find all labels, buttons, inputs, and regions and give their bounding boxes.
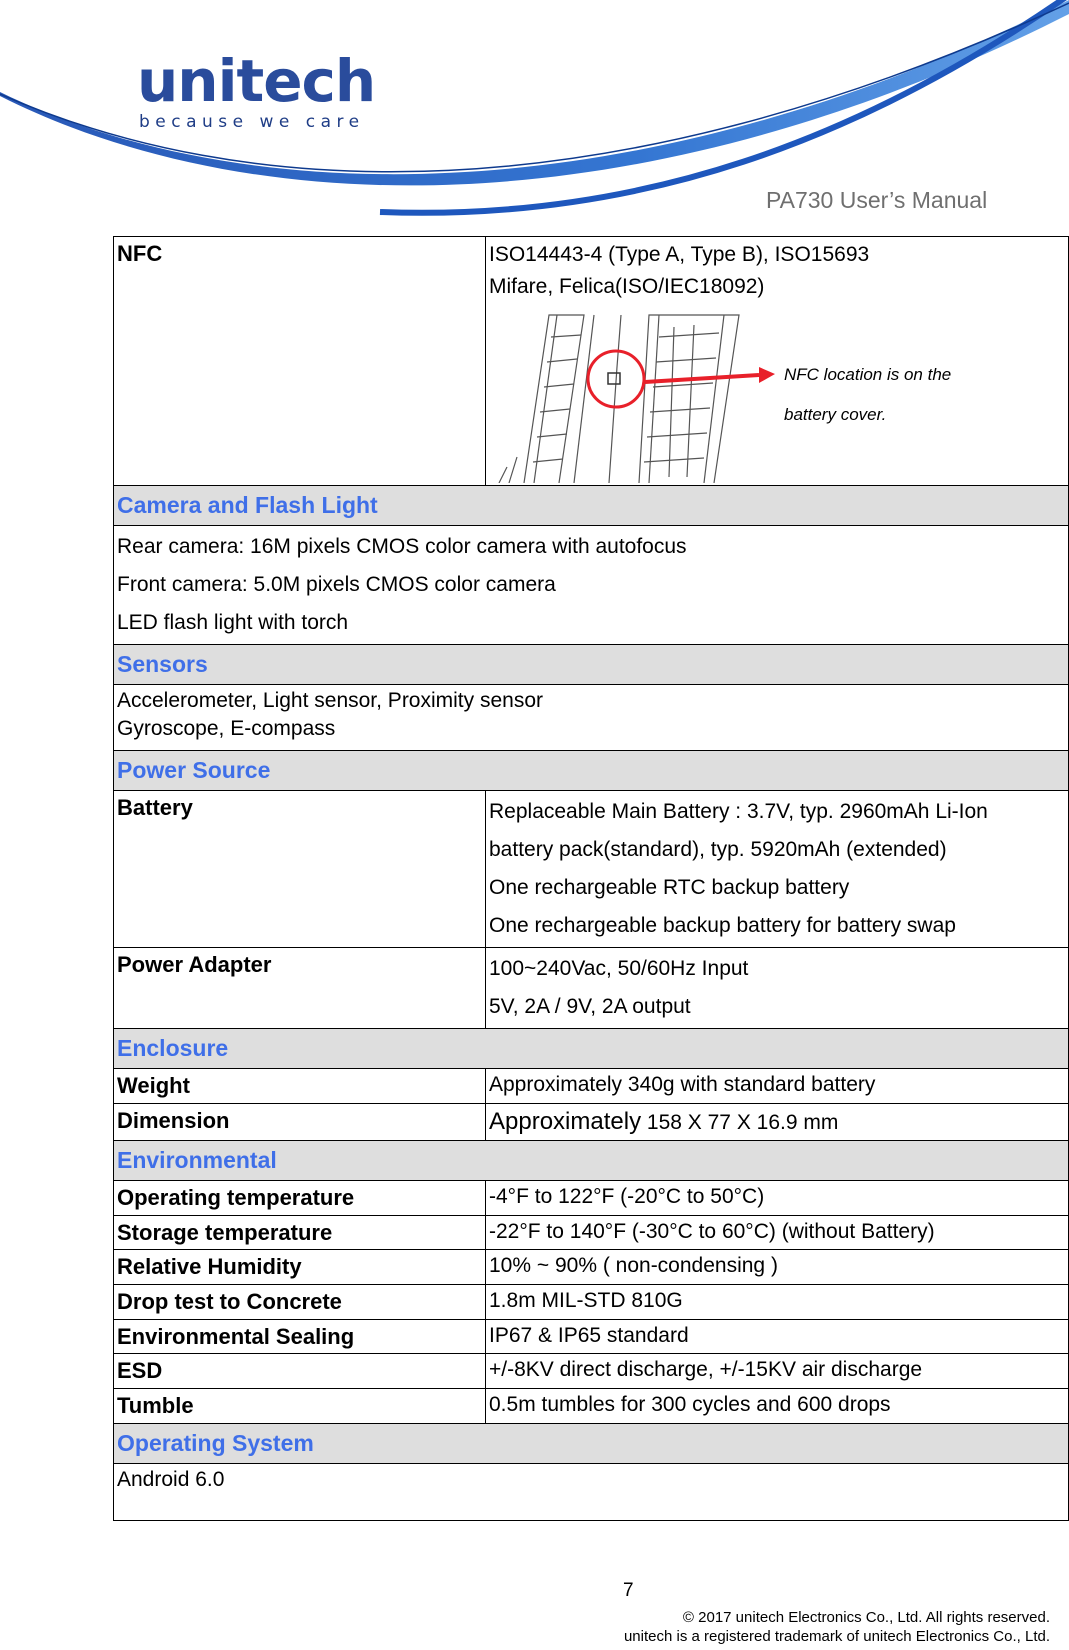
spec-value: +/-8KV direct discharge, +/-15KV air discharge bbox=[486, 1354, 1069, 1389]
nfc-note-line: NFC location is on the bbox=[784, 365, 952, 384]
unitech-logo bbox=[137, 47, 376, 132]
spec-value bbox=[114, 685, 1069, 751]
spec-table bbox=[113, 236, 1069, 1521]
spec-value bbox=[486, 237, 1069, 486]
spec-label: Drop test to Concrete bbox=[114, 1285, 486, 1320]
spec-value: Android 6.0 bbox=[114, 1463, 1069, 1520]
spec-row-power-adapter bbox=[114, 947, 1069, 1028]
spec-row-drop-test bbox=[114, 1285, 1069, 1320]
device-sketch-image bbox=[489, 307, 789, 483]
spec-value: -4°F to 122°F (-20°C to 50°C) bbox=[486, 1181, 1069, 1216]
spec-label: Environmental Sealing bbox=[114, 1319, 486, 1354]
nfc-line: Mifare, Felica(ISO/IEC18092) bbox=[489, 275, 765, 298]
spec-value: Approximately 340g with standard battery bbox=[486, 1068, 1069, 1103]
spec-label: Operating temperature bbox=[114, 1181, 486, 1216]
spec-label: Relative Humidity bbox=[114, 1250, 486, 1285]
spec-row-operating-temperature bbox=[114, 1181, 1069, 1216]
spec-row-esd bbox=[114, 1354, 1069, 1389]
section-header-camera bbox=[114, 486, 1069, 526]
nfc-location-note bbox=[784, 355, 951, 435]
section-title: Power Source bbox=[114, 750, 1069, 790]
spec-row-nfc bbox=[114, 237, 1069, 486]
battery-line: One rechargeable backup battery for battery swap bbox=[489, 913, 956, 937]
battery-line: Replaceable Main Battery : 3.7V, typ. 2960mAh Li-Ion bbox=[489, 799, 988, 823]
adapter-line: 5V, 2A / 9V, 2A output bbox=[489, 994, 691, 1018]
nfc-location-figure bbox=[489, 307, 1065, 483]
battery-line: battery pack(standard), typ. 5920mAh (extended) bbox=[489, 837, 947, 861]
section-header-sensors bbox=[114, 645, 1069, 685]
spec-value bbox=[114, 526, 1069, 645]
spec-row-relative-humidity bbox=[114, 1250, 1069, 1285]
section-header-os bbox=[114, 1423, 1069, 1463]
section-title: Camera and Flash Light bbox=[114, 486, 1069, 526]
page-footer bbox=[624, 1608, 1050, 1646]
spec-label: Weight bbox=[114, 1068, 486, 1103]
spec-label: Dimension bbox=[114, 1103, 486, 1140]
camera-line: Rear camera: 16M pixels CMOS color camera with autofocus bbox=[117, 535, 687, 559]
spec-row-environmental-sealing bbox=[114, 1319, 1069, 1354]
section-title: Sensors bbox=[114, 645, 1069, 685]
section-header-power bbox=[114, 750, 1069, 790]
spec-value: 0.5m tumbles for 300 cycles and 600 drops bbox=[486, 1389, 1069, 1424]
logo-tagline: because we care bbox=[139, 112, 365, 132]
document-title: PA730 User’s Manual bbox=[766, 187, 988, 213]
section-header-environmental bbox=[114, 1140, 1069, 1180]
spec-value: 10% ~ 90% ( non-condensing ) bbox=[486, 1250, 1069, 1285]
spec-label: Battery bbox=[114, 790, 486, 947]
dimension-prefix: Approximately bbox=[489, 1107, 642, 1135]
spec-row-tumble bbox=[114, 1389, 1069, 1424]
copyright-text: © 2017 unitech Electronics Co., Ltd. All rights reserved. bbox=[682, 1609, 1050, 1626]
spec-row-dimension bbox=[114, 1103, 1069, 1140]
spec-label: Power Adapter bbox=[114, 947, 486, 1028]
camera-line: LED flash light with torch bbox=[117, 611, 349, 635]
section-title: Operating System bbox=[114, 1423, 1069, 1463]
camera-line: Front camera: 5.0M pixels CMOS color camera bbox=[117, 573, 556, 597]
spec-label: ESD bbox=[114, 1354, 486, 1389]
spec-row-camera bbox=[114, 526, 1069, 645]
spec-label: Tumble bbox=[114, 1389, 486, 1424]
spec-row-weight bbox=[114, 1068, 1069, 1103]
spec-value bbox=[486, 947, 1069, 1028]
nfc-note-line: battery cover. bbox=[784, 405, 887, 424]
page-number: 7 bbox=[623, 1580, 634, 1601]
section-title: Environmental bbox=[114, 1140, 1069, 1180]
sensor-line: Gyroscope, E-compass bbox=[117, 717, 336, 741]
nfc-line: ISO14443-4 (Type A, Type B), ISO15693 bbox=[489, 243, 870, 266]
sensor-line: Accelerometer, Light sensor, Proximity sensor bbox=[117, 689, 544, 713]
spec-value: -22°F to 140°F (-30°C to 60°C) (without Battery) bbox=[486, 1215, 1069, 1250]
spec-value bbox=[486, 1103, 1069, 1140]
section-title: Enclosure bbox=[114, 1028, 1069, 1068]
logo-wordmark: unitech bbox=[137, 47, 376, 115]
spec-label: NFC bbox=[114, 237, 486, 486]
trademark-text: unitech is a registered trademark of unitech Electronics Co., Ltd. bbox=[623, 1628, 1050, 1645]
spec-value: IP67 & IP65 standard bbox=[486, 1319, 1069, 1354]
spec-value: 1.8m MIL-STD 810G bbox=[486, 1285, 1069, 1320]
adapter-line: 100~240Vac, 50/60Hz Input bbox=[489, 956, 749, 980]
spec-row-battery bbox=[114, 790, 1069, 947]
spec-row-sensors bbox=[114, 685, 1069, 751]
section-header-enclosure bbox=[114, 1028, 1069, 1068]
dimension-value: 158 X 77 X 16.9 mm bbox=[646, 1110, 839, 1134]
spec-label: Storage temperature bbox=[114, 1215, 486, 1250]
spec-row-os bbox=[114, 1463, 1069, 1520]
spec-row-storage-temperature bbox=[114, 1215, 1069, 1250]
spec-value bbox=[486, 790, 1069, 947]
battery-line: One rechargeable RTC backup battery bbox=[489, 875, 850, 899]
